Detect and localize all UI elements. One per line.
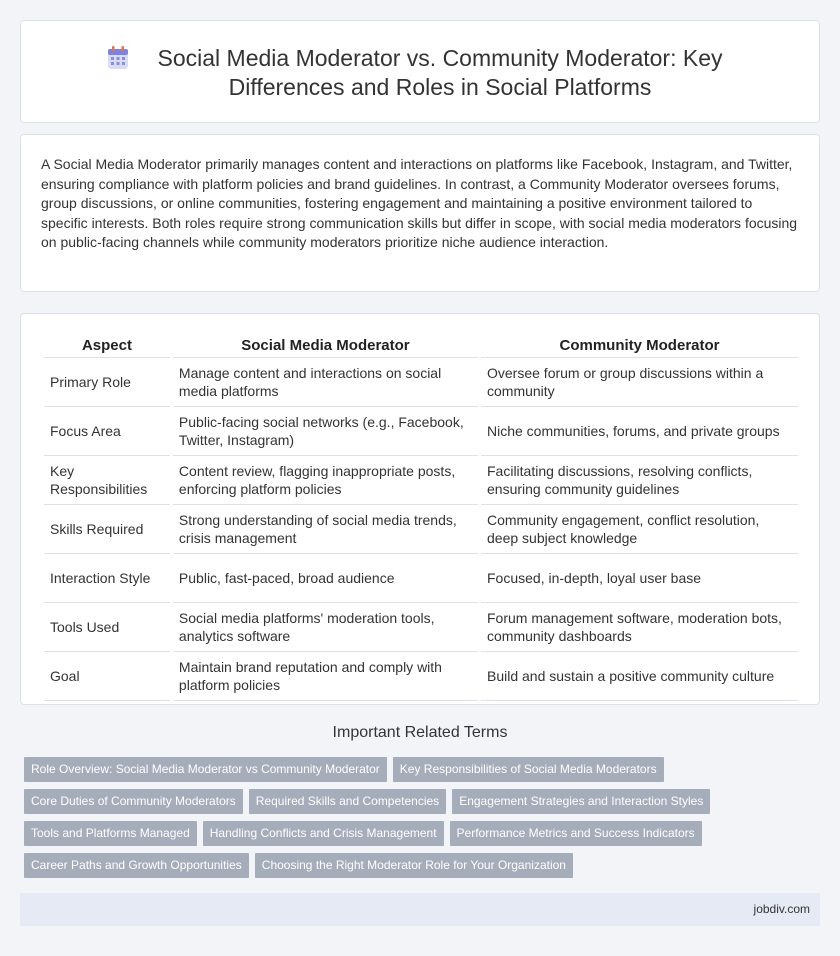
community-cell: Niche communities, forums, and private groups [481, 407, 798, 456]
related-term-tag[interactable]: Career Paths and Growth Opportunities [24, 853, 249, 878]
community-cell: Facilitating discussions, resolving conflicts, ensuring community guidelines [481, 456, 798, 505]
title-card [20, 20, 820, 123]
aspect-cell: Tools Used [44, 603, 170, 652]
table-row [44, 554, 798, 603]
related-term-tag[interactable]: Choosing the Right Moderator Role for Your Organization [255, 853, 573, 878]
footer-site-link[interactable]: jobdiv.com [753, 902, 810, 916]
related-term-tag[interactable]: Tools and Platforms Managed [24, 821, 197, 846]
comparison-table [41, 334, 801, 701]
header-community-moderator: Community Moderator [481, 334, 798, 358]
tag-row [24, 789, 784, 821]
aspect-cell: Skills Required [44, 505, 170, 554]
community-cell: Community engagement, conflict resolution, deep subject knowledge [481, 505, 798, 554]
social-media-cell: Content review, flagging inappropriate posts, enforcing platform policies [173, 456, 478, 505]
social-media-cell: Public-facing social networks (e.g., Facebook, Twitter, Instagram) [173, 407, 478, 456]
table-row [44, 358, 798, 407]
header-social-media-moderator: Social Media Moderator [173, 334, 478, 358]
related-term-tag[interactable]: Engagement Strategies and Interaction Styles [452, 789, 710, 814]
social-media-cell: Social media platforms' moderation tools, analytics software [173, 603, 478, 652]
tag-row [24, 853, 784, 885]
social-media-cell: Maintain brand reputation and comply with platform policies [173, 652, 478, 701]
tag-row [24, 757, 784, 789]
social-media-cell: Manage content and interactions on social media platforms [173, 358, 478, 407]
intro-paragraph: A Social Media Moderator primarily manages content and interactions on platforms like Facebook, Instagram, and Twitter, ensuring compliance with platform policies and brand guidelines. In contrast, a Community Moderator oversees forums, group discussions, or online communities, fostering engagement and maintaining a positive environment tailored to specific interests. Both roles require strong communication skills but differ in scope, with social media moderators focusing on public-facing channels while community moderators prioritize niche audience interaction. [41, 156, 798, 250]
aspect-cell: Goal [44, 652, 170, 701]
table-row [44, 456, 798, 505]
community-cell: Oversee forum or group discussions within a community [481, 358, 798, 407]
aspect-cell: Primary Role [44, 358, 170, 407]
page-title: Social Media Moderator vs. Community Moderator: Key Differences and Roles in Social Platforms [157, 45, 723, 100]
social-media-cell: Public, fast-paced, broad audience [173, 554, 478, 603]
footer [20, 893, 820, 926]
aspect-cell: Focus Area [44, 407, 170, 456]
table-row [44, 407, 798, 456]
comparison-card [20, 313, 820, 705]
table-header-row [44, 334, 798, 358]
related-terms-list [24, 757, 784, 885]
related-term-tag[interactable]: Core Duties of Community Moderators [24, 789, 243, 814]
aspect-cell: Interaction Style [44, 554, 170, 603]
header-aspect: Aspect [44, 334, 170, 358]
community-cell: Build and sustain a positive community culture [481, 652, 798, 701]
related-term-tag[interactable]: Required Skills and Competencies [249, 789, 446, 814]
related-terms-heading: Important Related Terms [332, 724, 508, 741]
community-cell: Focused, in-depth, loyal user base [481, 554, 798, 603]
related-term-tag[interactable]: Role Overview: Social Media Moderator vs Community Moderator [24, 757, 387, 782]
tag-row [24, 821, 784, 853]
intro-card [20, 134, 820, 292]
related-term-tag[interactable]: Key Responsibilities of Social Media Moderators [393, 757, 664, 782]
related-term-tag[interactable]: Performance Metrics and Success Indicators [450, 821, 702, 846]
table-row [44, 652, 798, 701]
social-media-cell: Strong understanding of social media trends, crisis management [173, 505, 478, 554]
table-row [44, 505, 798, 554]
aspect-cell: Key Responsibilities [44, 456, 170, 505]
community-cell: Forum management software, moderation bots, community dashboards [481, 603, 798, 652]
related-term-tag[interactable]: Handling Conflicts and Crisis Management [203, 821, 444, 846]
table-row [44, 603, 798, 652]
